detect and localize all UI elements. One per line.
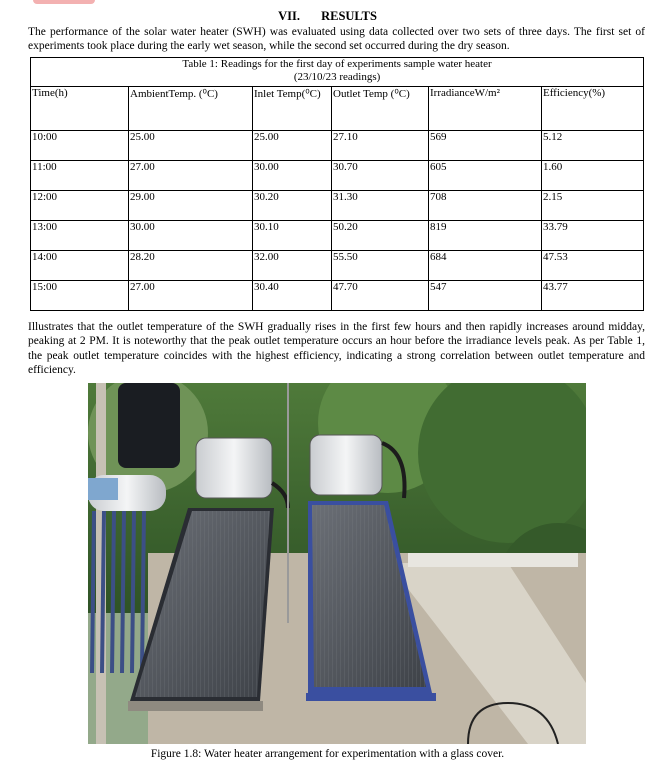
table-row [31,161,644,191]
table-cell: 5.12 [542,131,644,161]
table-cell: 47.53 [542,251,644,281]
table-cell: 50.20 [332,221,429,251]
table-cell: 25.00 [129,131,253,161]
section-number: VII. [278,9,300,23]
column-header: Inlet Temp(⁰C) [253,87,332,131]
table-cell: 569 [429,131,542,161]
table-cell: 13:00 [31,221,129,251]
header-logo-fragment [33,0,95,4]
results-table-container [30,57,643,311]
table-cell: 30.20 [253,191,332,221]
solar-water-heater-photo [88,383,586,744]
section-title: RESULTS [321,9,377,23]
table-cell: 43.77 [542,281,644,311]
table-cell: 11:00 [31,161,129,191]
table-cell: 708 [429,191,542,221]
table-cell: 33.79 [542,221,644,251]
table-row [31,221,644,251]
table-cell: 30.10 [253,221,332,251]
table-cell: 30.00 [129,221,253,251]
column-header: Efficiency(%) [542,87,644,131]
table-caption-date: (23/10/23 readings) [293,71,381,83]
table-row [31,251,644,281]
table-cell: 819 [429,221,542,251]
table-header-row [31,87,644,131]
table-cell: 605 [429,161,542,191]
table-cell: 30.40 [253,281,332,311]
table-cell: 27.00 [129,281,253,311]
table-cell: 30.70 [332,161,429,191]
table-cell: 25.00 [253,131,332,161]
section-heading [0,9,655,24]
table-cell: 31.30 [332,191,429,221]
analysis-paragraph: Illustrates that the outlet temperature of the SWH gradually rises in the first few hours and then rapidly increases around midday, peaking at 2 PM. It is noteworthy that the peak outlet temperature occurs an hour before the irradiance levels peak. As per Table 1, the peak outlet temperature coincides with the highest efficiency, indicating a strong correlation between outlet temperature and efficiency. [28,321,645,377]
column-header: Outlet Temp (⁰C) [332,87,429,131]
column-header: IrradianceW/m² [429,87,542,131]
column-header: AmbientTemp. (⁰C) [129,87,253,131]
table-cell: 15:00 [31,281,129,311]
table-cell: 684 [429,251,542,281]
table-cell: 28.20 [129,251,253,281]
table-row [31,281,644,311]
table-cell: 14:00 [31,251,129,281]
intro-paragraph: The performance of the solar water heater (SWH) was evaluated using data collected over two sets of three days. The first set of experiments took place during the early wet season, while the second set occurred during the dry season. [28,26,645,53]
table-cell: 55.50 [332,251,429,281]
table-cell: 29.00 [129,191,253,221]
table-cell: 12:00 [31,191,129,221]
table-cell: 1.60 [542,161,644,191]
table-cell: 547 [429,281,542,311]
results-table [30,57,644,311]
table-row [31,191,644,221]
table-cell: 27.00 [129,161,253,191]
figure-caption: Figure 1.8: Water heater arrangement for experimentation with a glass cover. [150,748,505,760]
table-cell: 30.00 [253,161,332,191]
table-caption-title: Table 1: Readings for the first day of experiments sample water heater [182,58,492,70]
table-cell: 27.10 [332,131,429,161]
table-row [31,131,644,161]
column-header: Time(h) [31,87,129,131]
table-cell: 32.00 [253,251,332,281]
table-cell: 47.70 [332,281,429,311]
table-cell: 2.15 [542,191,644,221]
table-caption [31,58,644,87]
table-cell: 10:00 [31,131,129,161]
